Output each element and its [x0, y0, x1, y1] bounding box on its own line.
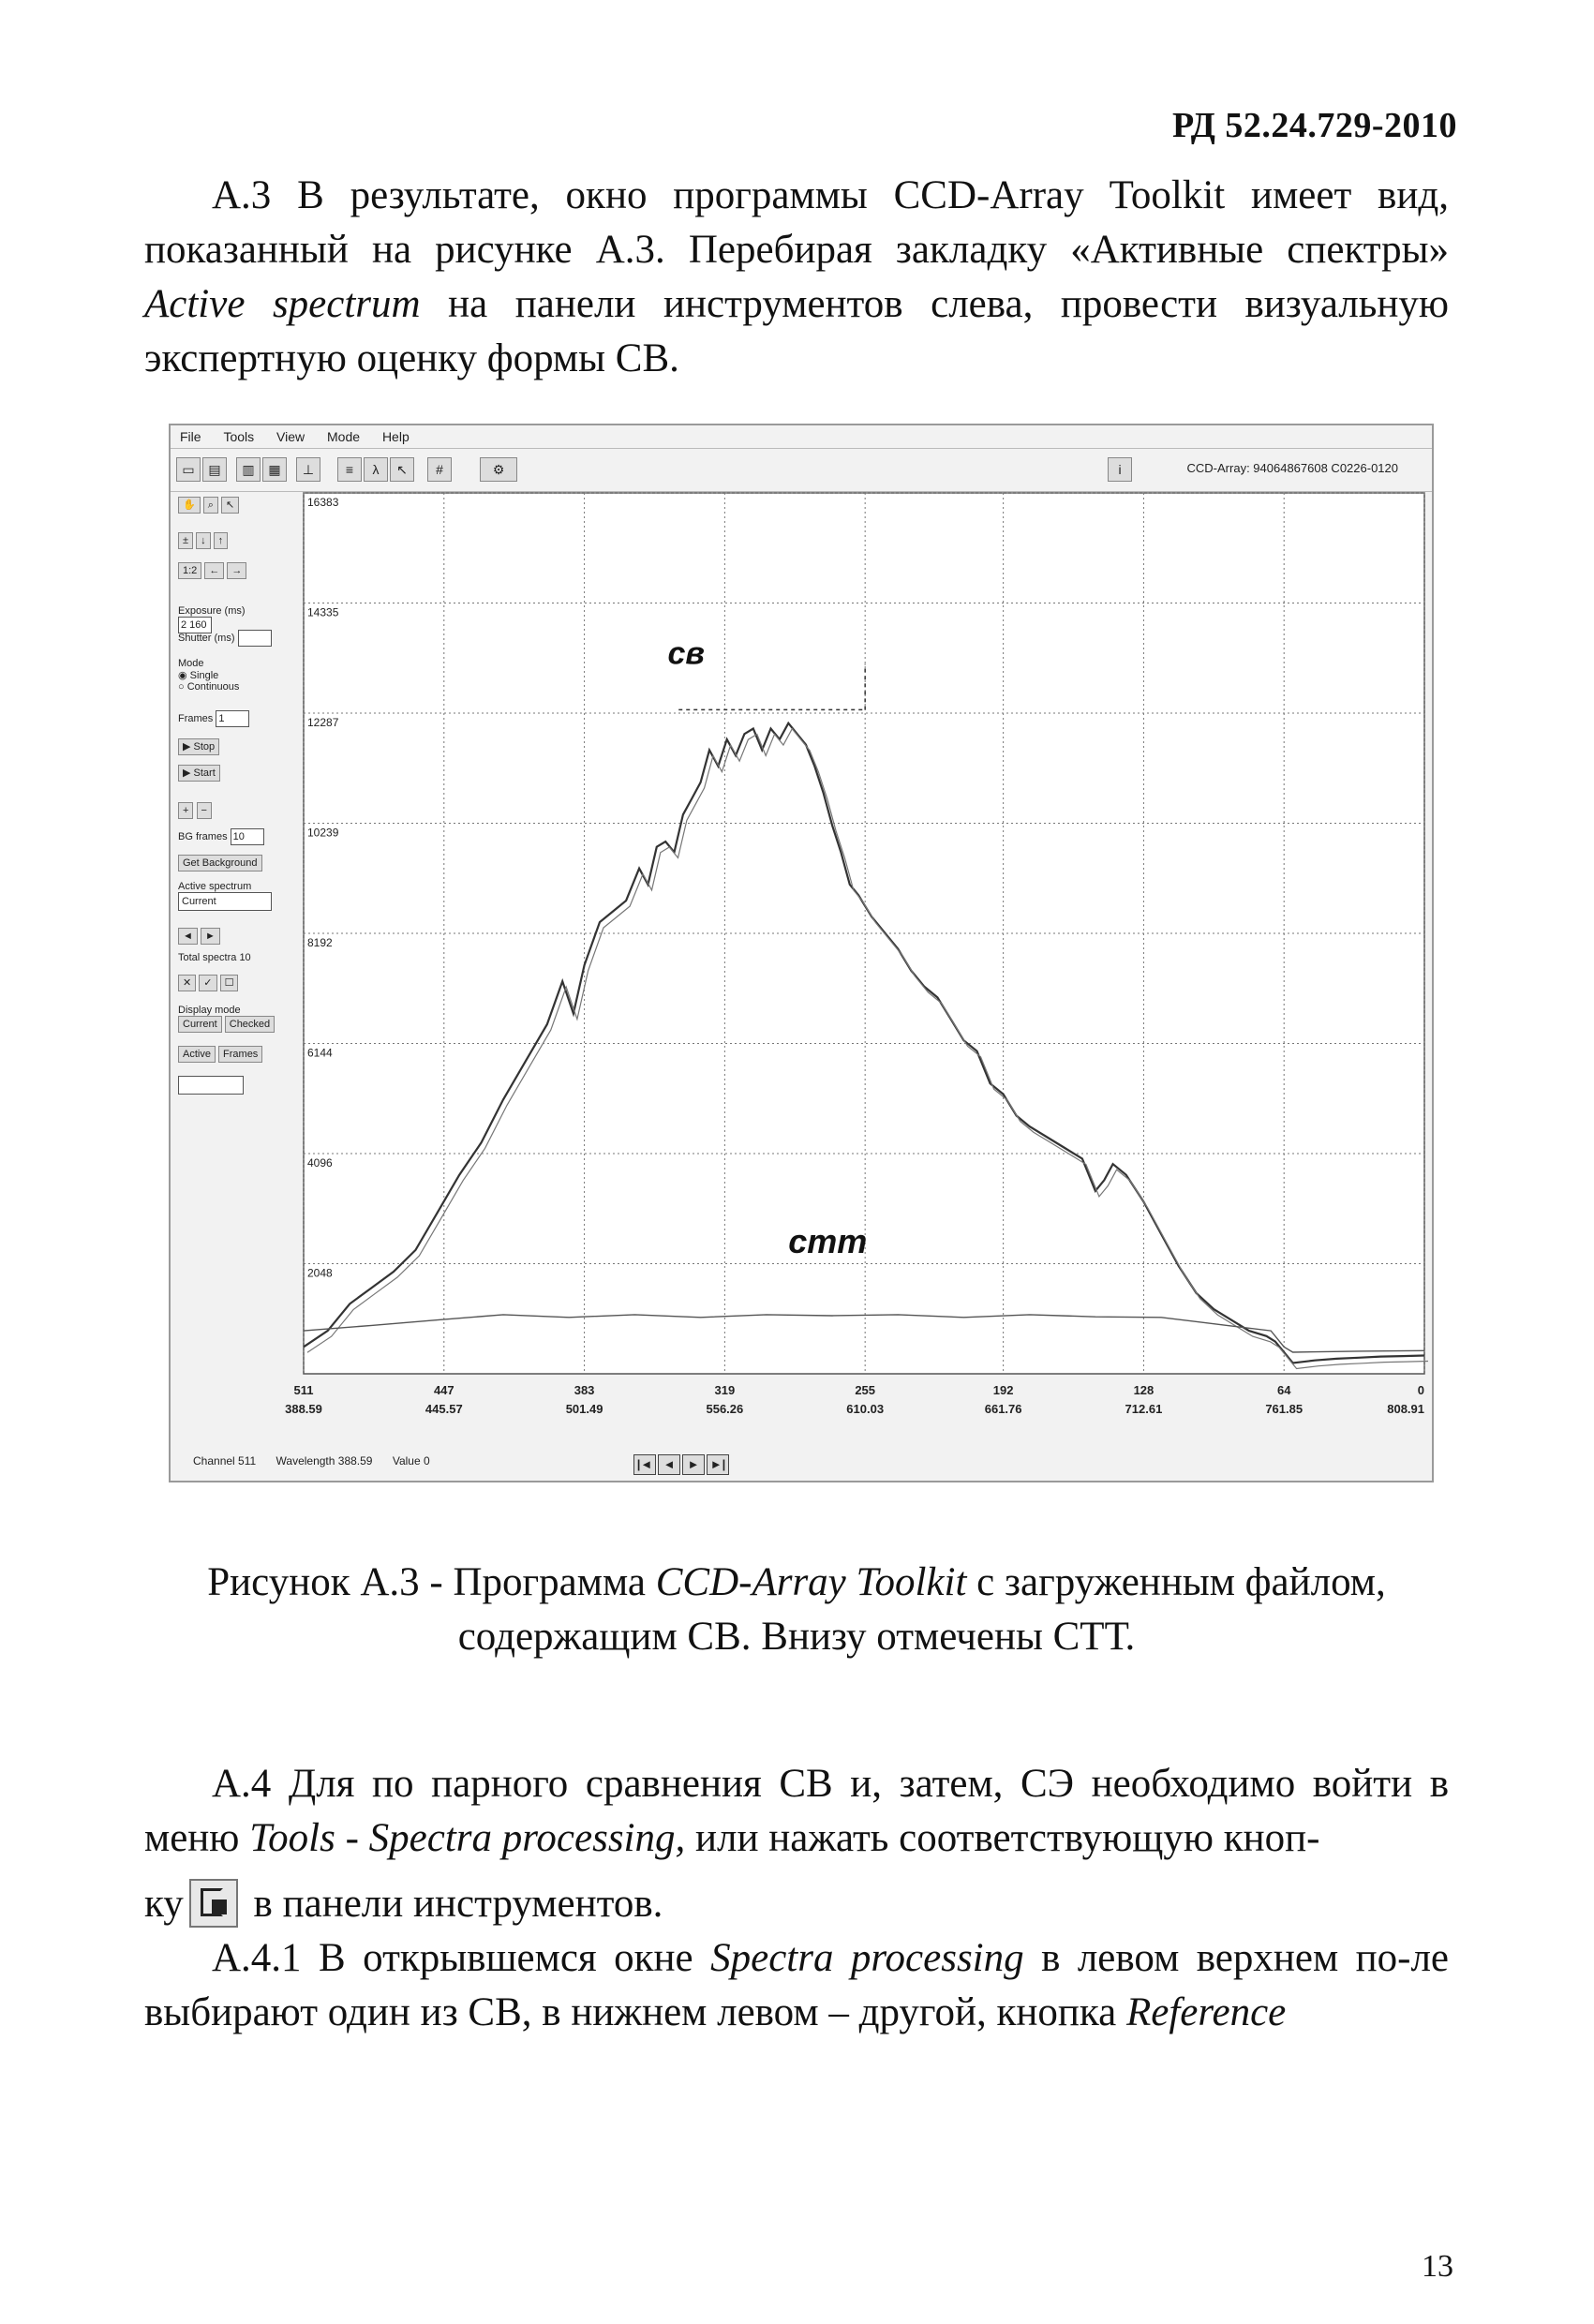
- x-channel-label: 192: [992, 1383, 1014, 1397]
- x-wavelength-label: 445.57: [425, 1402, 463, 1416]
- spectra-processing-button-icon: [189, 1879, 238, 1928]
- y-tick-label: 10239: [307, 826, 339, 840]
- paragraph-a3-italic: Active spectrum: [144, 282, 421, 326]
- y-tick-label: 6144: [307, 1046, 333, 1060]
- x-wavelength-label: 556.26: [706, 1402, 744, 1416]
- settings-icon[interactable]: ⚙: [480, 457, 517, 482]
- page-number: 13: [1422, 2249, 1453, 2284]
- y-tick-label: 12287: [307, 716, 339, 730]
- y-tick-label: 8192: [307, 935, 333, 949]
- display-frames-button[interactable]: Frames: [218, 1046, 262, 1063]
- x-channel-label: 383: [574, 1383, 595, 1397]
- zoom-icon[interactable]: ⌕: [203, 497, 218, 514]
- start-button[interactable]: ▶ Start: [178, 765, 220, 782]
- uncheck-spectrum-icon[interactable]: ☐: [220, 975, 239, 991]
- active-spectrum-label: Active spectrum: [178, 881, 252, 892]
- document-code: РД 52.24.729-2010: [1172, 106, 1457, 145]
- paragraph-a4-text-1: А.4 Для по парного сравнения СВ и, затем, СЭ необходимо войти в меню: [144, 1762, 1449, 1860]
- cursor-tool-icon[interactable]: ↖: [390, 457, 414, 482]
- x-channel-label: 128: [1133, 1383, 1155, 1397]
- save-icon[interactable]: ▤: [202, 457, 227, 482]
- frames-input[interactable]: 1: [216, 710, 249, 727]
- spectra-processing-icon[interactable]: ≡: [337, 457, 362, 482]
- spectrum-plot: [171, 425, 1432, 1451]
- arrow-up-icon[interactable]: ↑: [214, 532, 229, 549]
- display-active-button[interactable]: Active: [178, 1046, 216, 1063]
- annotation-sv: св: [667, 635, 705, 672]
- paragraph-a4-text-3: ку: [144, 1882, 184, 1926]
- paragraph-a4-text-4: в панели инструментов.: [243, 1882, 663, 1926]
- nav-prev-button[interactable]: ◄: [658, 1454, 680, 1475]
- y-tick-label: 4096: [307, 1155, 333, 1169]
- display-checked-button[interactable]: Checked: [225, 1016, 275, 1033]
- status-wavelength: Wavelength 388.59: [276, 1454, 373, 1467]
- peak-icon[interactable]: ⊥: [296, 457, 320, 482]
- grid-icon[interactable]: #: [427, 457, 452, 482]
- x-wavelength-label: 610.03: [846, 1402, 885, 1416]
- paragraph-a4-dash: -: [335, 1816, 369, 1860]
- menu-file[interactable]: File: [180, 429, 201, 444]
- info-icon[interactable]: i: [1108, 457, 1132, 482]
- active-spectrum-select[interactable]: Current: [178, 892, 272, 911]
- file-name-label: CCD-Array: 94064867608 C0226-0120: [1186, 461, 1398, 475]
- radio-single-icon[interactable]: ◉: [178, 670, 187, 681]
- zoom-in-y-icon[interactable]: ±: [178, 532, 193, 549]
- lambda-icon[interactable]: λ: [364, 457, 388, 482]
- spectrum-scroll-right-icon[interactable]: ►: [201, 928, 220, 945]
- get-background-button[interactable]: Get Background: [178, 855, 262, 872]
- display-mode-label: Display mode: [178, 1005, 241, 1016]
- paragraph-a41-text-2: в левом верхнем по-ле выбирают один из СВ, в нижнем левом – другой, кнопка: [144, 1936, 1449, 2034]
- paragraph-a4-tools: Tools: [249, 1816, 335, 1860]
- status-value: Value 0: [392, 1454, 430, 1467]
- display-current-button[interactable]: Current: [178, 1016, 222, 1033]
- paragraph-a41-reference: Reference: [1125, 1990, 1287, 2034]
- check-spectrum-icon[interactable]: ✓: [199, 975, 216, 991]
- total-spectra-label: Total spectra: [178, 952, 237, 963]
- x-wavelength-label: 808.91: [1387, 1402, 1424, 1416]
- stop-label: Stop: [193, 741, 216, 752]
- background-add-icon[interactable]: +: [178, 802, 193, 819]
- x-wavelength-label: 761.85: [1265, 1402, 1304, 1416]
- figure-caption: [144, 1556, 1449, 1664]
- paragraph-a4-text-2: или нажать соответствующую кноп-: [685, 1816, 1320, 1860]
- print-icon[interactable]: ▥: [236, 457, 261, 482]
- paragraph-a41-text-1: А.4.1 В открывшемся окне: [212, 1936, 711, 1980]
- mode-single-label: Single: [189, 670, 219, 681]
- start-label: Start: [193, 767, 216, 779]
- menu-help[interactable]: Help: [381, 429, 410, 444]
- mode-continuous-label: Continuous: [186, 681, 240, 693]
- chart-icon[interactable]: ▦: [262, 457, 287, 482]
- caption-line1-italic: CCD-Array Toolkit: [655, 1560, 967, 1604]
- pointer-icon[interactable]: ↖: [221, 497, 239, 514]
- status-bar: [193, 1454, 849, 1467]
- x-wavelength-label: 501.49: [565, 1402, 603, 1416]
- x-wavelength-label: 712.61: [1125, 1402, 1163, 1416]
- frames-label: Frames: [178, 712, 214, 724]
- total-spectra-value: 10: [239, 952, 251, 963]
- open-file-icon[interactable]: ▭: [176, 457, 201, 482]
- x-channel-label: 447: [433, 1383, 454, 1397]
- radio-continuous-icon[interactable]: ○: [178, 681, 185, 693]
- y-tick-label: 16383: [307, 496, 339, 509]
- arrow-left-icon[interactable]: ←: [204, 562, 224, 579]
- x-channel-label: 319: [714, 1383, 736, 1397]
- annotation-ctt: cmm: [788, 1221, 868, 1260]
- y-tick-label: 2048: [307, 1266, 333, 1280]
- shutter-label: Shutter (ms): [178, 632, 235, 644]
- mode-label: Mode: [178, 658, 204, 669]
- paragraph-a4: [144, 1757, 1449, 2040]
- background-remove-icon[interactable]: −: [197, 802, 212, 819]
- exposure-input[interactable]: 2 160: [178, 617, 212, 633]
- caption-line1-pre: Рисунок А.3 - Программа: [207, 1560, 656, 1604]
- x-channel-label: 0: [1417, 1383, 1424, 1397]
- x-wavelength-label: 661.76: [984, 1402, 1022, 1416]
- paragraph-a4-spectra-processing: Spectra processing,: [368, 1816, 686, 1860]
- arrow-down-icon[interactable]: ↓: [196, 532, 211, 549]
- caption-line2: содержащим СВ. Внизу отмечены СТТ.: [457, 1615, 1136, 1659]
- paragraph-a3-text-2: на панели инструментов слева, провести визуальную экспертную оценку формы СВ.: [144, 282, 1449, 380]
- paragraph-a3: [144, 169, 1449, 386]
- delete-spectrum-icon[interactable]: ✕: [178, 975, 196, 991]
- menu-tools[interactable]: Tools: [223, 429, 255, 444]
- spectrum-scroll-left-icon[interactable]: ◄: [178, 928, 198, 945]
- software-screenshot: [169, 424, 1434, 1482]
- arrow-right-icon[interactable]: →: [227, 562, 246, 579]
- nav-next-button[interactable]: ►: [682, 1454, 705, 1475]
- bg-frames-input[interactable]: 10: [231, 828, 264, 845]
- bg-frames-label: BG frames: [178, 830, 228, 842]
- scale-x-icon[interactable]: 1:2: [178, 562, 201, 579]
- x-channel-label: 511: [293, 1383, 314, 1397]
- exposure-label: Exposure (ms): [178, 605, 246, 617]
- caption-line1-post: с загруженным файлом,: [966, 1560, 1386, 1604]
- status-channel: Channel 511: [193, 1454, 257, 1467]
- nav-first-button[interactable]: |◄: [633, 1454, 656, 1475]
- stop-button[interactable]: ▶ Stop: [178, 738, 219, 755]
- nav-last-button[interactable]: ►|: [707, 1454, 729, 1475]
- x-wavelength-label: 388.59: [285, 1402, 322, 1416]
- menu-view[interactable]: View: [276, 429, 305, 444]
- paragraph-a41-spectra-processing: Spectra processing: [710, 1936, 1024, 1980]
- menu-mode[interactable]: Mode: [327, 429, 361, 444]
- hand-tool-icon[interactable]: ✋: [178, 497, 201, 514]
- x-channel-label: 255: [855, 1383, 876, 1397]
- paragraph-a3-text-1: А.3 В результате, окно программы CCD-Array Toolkit имеет вид, показанный на рисунке А.3. Перебирая закладку «Активные спектры»: [144, 173, 1449, 272]
- y-tick-label: 14335: [307, 605, 339, 619]
- x-channel-label: 64: [1276, 1383, 1291, 1397]
